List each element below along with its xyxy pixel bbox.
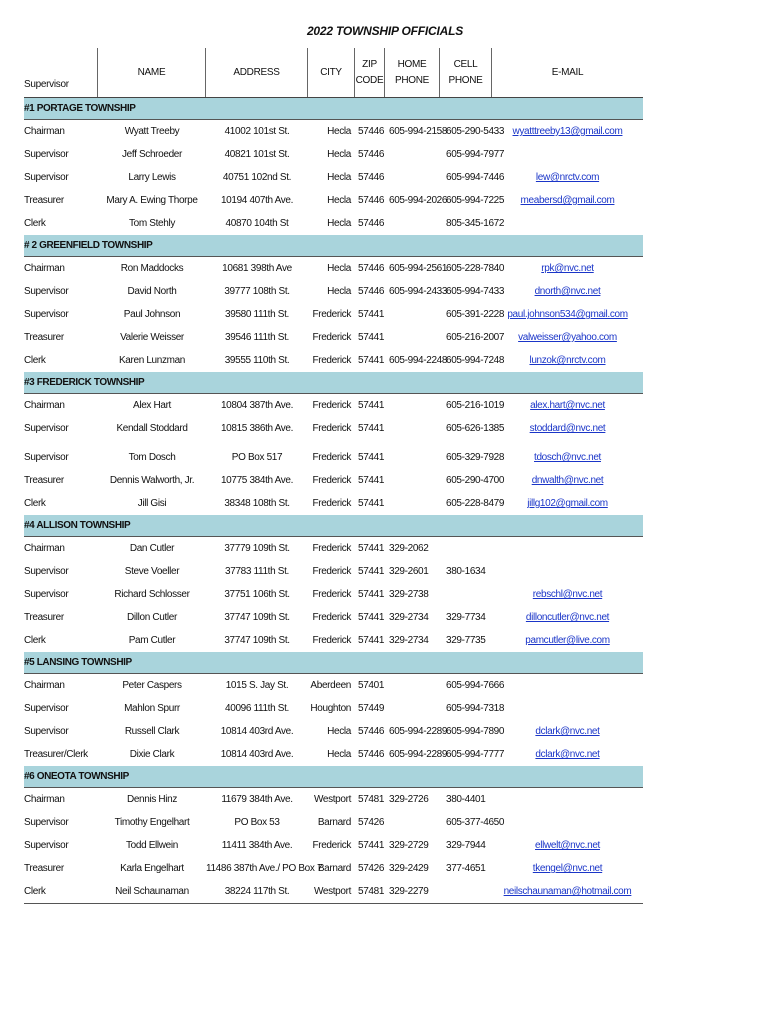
zip-cell: 57441 bbox=[358, 423, 385, 434]
table-row bbox=[24, 417, 643, 440]
name-cell: Tom Stehly bbox=[129, 218, 175, 229]
role-cell: Clerk bbox=[24, 635, 46, 646]
zip-cell: 57446 bbox=[358, 218, 385, 229]
address-cell: 10194 407th Ave. bbox=[220, 195, 294, 206]
zip-cell: 57426 bbox=[358, 817, 385, 828]
address-cell: 10815 386th Ave. bbox=[220, 423, 294, 434]
email-cell bbox=[492, 355, 643, 366]
cell-phone-cell: 605-329-7928 bbox=[446, 452, 505, 463]
zip-cell: 57441 bbox=[358, 452, 385, 463]
zip-cell: 57441 bbox=[358, 566, 385, 577]
email-link[interactable]: dclark@nvc.net bbox=[535, 726, 600, 737]
zip-cell: 57441 bbox=[358, 840, 385, 851]
name-cell: Kendall Stoddard bbox=[116, 423, 188, 434]
cell-phone-cell: 605-994-7666 bbox=[446, 680, 505, 691]
cell-phone-cell: 605-228-8479 bbox=[446, 498, 505, 509]
email-link[interactable]: valweisser@yahoo.com bbox=[518, 332, 617, 343]
city-cell: Frederick bbox=[312, 423, 351, 434]
city-cell: Frederick bbox=[312, 452, 351, 463]
city-cell: Barnard bbox=[317, 863, 351, 874]
role-cell: Clerk bbox=[24, 886, 46, 897]
city-cell: Hecla bbox=[327, 263, 351, 274]
table-row bbox=[24, 560, 643, 583]
email-link[interactable]: alex.hart@nvc.net bbox=[530, 400, 605, 411]
address-cell: 39777 108th St. bbox=[224, 286, 290, 297]
city-cell: Hecla bbox=[327, 218, 351, 229]
table-row bbox=[24, 143, 643, 166]
zip-cell: 57441 bbox=[358, 400, 385, 411]
email-link[interactable]: rebschl@nvc.net bbox=[532, 589, 603, 600]
city-cell: Houghton bbox=[310, 703, 351, 714]
email-cell bbox=[492, 863, 643, 874]
city-cell: Frederick bbox=[312, 543, 351, 554]
table-row bbox=[24, 743, 643, 766]
header-city: CITY bbox=[308, 48, 355, 97]
email-link[interactable]: rpk@nvc.net bbox=[541, 263, 594, 274]
role-cell: Supervisor bbox=[24, 726, 69, 737]
home-phone-cell: 329-2726 bbox=[389, 794, 429, 805]
city-cell: Hecla bbox=[327, 149, 351, 160]
header-address: ADDRESS bbox=[206, 48, 308, 97]
table-row bbox=[24, 166, 643, 189]
email-cell bbox=[492, 172, 643, 183]
table-row bbox=[24, 303, 643, 326]
address-cell: 1015 S. Jay St. bbox=[225, 680, 289, 691]
cell-phone-cell: 605-391-2228 bbox=[446, 309, 505, 320]
home-phone-cell: 605-994-2289 bbox=[389, 726, 448, 737]
home-phone-cell: 329-2601 bbox=[389, 566, 429, 577]
cell-phone-cell: 329-7944 bbox=[446, 840, 486, 851]
table-row bbox=[24, 537, 643, 560]
zip-cell: 57441 bbox=[358, 332, 385, 343]
zip-cell: 57441 bbox=[358, 543, 385, 554]
email-link[interactable]: wyatttreeby13@gmail.com bbox=[512, 126, 623, 137]
email-cell bbox=[492, 452, 643, 463]
name-cell: Wyatt Treeby bbox=[124, 126, 180, 137]
name-cell: Dixie Clark bbox=[129, 749, 175, 760]
cell-phone-cell: 329-7735 bbox=[446, 635, 486, 646]
header-supervisor: Supervisor bbox=[24, 48, 98, 97]
email-link[interactable]: dnorth@nvc.net bbox=[534, 286, 601, 297]
table-header bbox=[24, 48, 643, 98]
email-link[interactable]: meabersd@gmail.com bbox=[520, 195, 615, 206]
role-cell: Supervisor bbox=[24, 286, 69, 297]
city-cell: Frederick bbox=[312, 332, 351, 343]
address-cell: 11679 384th Ave. bbox=[221, 794, 293, 805]
email-cell bbox=[492, 886, 643, 897]
role-cell: Chairman bbox=[24, 680, 65, 691]
cell-phone-cell: 605-994-7318 bbox=[446, 703, 505, 714]
email-link[interactable]: lew@nrctv.com bbox=[535, 172, 600, 183]
zip-cell: 57446 bbox=[358, 726, 385, 737]
zip-cell: 57446 bbox=[358, 749, 385, 760]
name-cell: David North bbox=[127, 286, 177, 297]
officials-table bbox=[24, 48, 643, 904]
role-cell: Chairman bbox=[24, 263, 65, 274]
city-cell: Aberdeen bbox=[310, 680, 351, 691]
table-row bbox=[24, 469, 643, 492]
cell-phone-cell: 605-216-1019 bbox=[446, 400, 505, 411]
zip-cell: 57446 bbox=[358, 195, 385, 206]
name-cell: Russell Clark bbox=[124, 726, 180, 737]
zip-cell: 57401 bbox=[358, 680, 385, 691]
email-cell bbox=[492, 332, 643, 343]
name-cell: Larry Lewis bbox=[128, 172, 176, 183]
email-cell bbox=[492, 589, 643, 600]
name-cell: Timothy Engelhart bbox=[114, 817, 190, 828]
city-cell: Frederick bbox=[312, 635, 351, 646]
home-phone-cell: 605-994-2248 bbox=[389, 355, 448, 366]
email-link[interactable]: lunzok@nrctv.com bbox=[529, 355, 606, 366]
role-cell: Clerk bbox=[24, 355, 46, 366]
cell-phone-cell: 805-345-1672 bbox=[446, 218, 505, 229]
role-cell: Clerk bbox=[24, 218, 46, 229]
email-cell bbox=[492, 612, 643, 623]
city-cell: Hecla bbox=[327, 286, 351, 297]
name-cell: Jeff Schroeder bbox=[122, 149, 182, 160]
zip-cell: 57446 bbox=[358, 286, 385, 297]
home-phone-cell: 605-994-2026 bbox=[389, 195, 448, 206]
table-row bbox=[24, 720, 643, 743]
zip-cell: 57441 bbox=[358, 589, 385, 600]
township-heading: #6 ONEOTA TOWNSHIP bbox=[24, 766, 643, 788]
name-cell: Neil Schaunaman bbox=[115, 886, 189, 897]
cell-phone-cell: 605-994-7890 bbox=[446, 726, 505, 737]
township-heading: #1 PORTAGE TOWNSHIP bbox=[24, 98, 643, 120]
table-row bbox=[24, 212, 643, 235]
address-cell: 40096 111th St. bbox=[225, 703, 289, 714]
table-row bbox=[24, 788, 643, 811]
name-cell: Tom Dosch bbox=[128, 452, 176, 463]
email-cell bbox=[492, 726, 643, 737]
township-heading: #3 FREDERICK TOWNSHIP bbox=[24, 372, 643, 394]
email-cell bbox=[492, 635, 643, 646]
home-phone-cell: 329-2738 bbox=[389, 589, 429, 600]
address-cell: 40870 104th St bbox=[225, 218, 289, 229]
home-phone-cell: 605-994-2158 bbox=[389, 126, 448, 137]
email-link[interactable]: tdosch@nvc.net bbox=[534, 452, 601, 463]
address-cell: 10775 384th Ave. bbox=[220, 475, 294, 486]
name-cell: Alex Hart bbox=[133, 400, 171, 411]
city-cell: Frederick bbox=[312, 840, 351, 851]
cell-phone-cell: 380-1634 bbox=[446, 566, 486, 577]
zip-cell: 57426 bbox=[358, 863, 385, 874]
township-heading: #5 LANSING TOWNSHIP bbox=[24, 652, 643, 674]
name-cell: Valerie Weisser bbox=[120, 332, 184, 343]
address-cell: 41002 101st St. bbox=[224, 126, 290, 137]
address-cell: 10804 387th Ave. bbox=[220, 400, 294, 411]
header-cell-phone: CELL PHONE bbox=[440, 48, 492, 97]
email-link[interactable]: dilloncutler@nvc.net bbox=[525, 612, 610, 623]
zip-cell: 57481 bbox=[358, 794, 385, 805]
name-cell: Richard Schlosser bbox=[114, 589, 190, 600]
table-row bbox=[24, 492, 643, 515]
name-cell: Dan Cutler bbox=[129, 543, 175, 554]
city-cell: Westport bbox=[313, 794, 351, 805]
home-phone-cell: 329-2734 bbox=[389, 612, 429, 623]
zip-cell: 57449 bbox=[358, 703, 385, 714]
address-cell: 38348 108th St. bbox=[224, 498, 290, 509]
role-cell: Supervisor bbox=[24, 566, 69, 577]
email-cell bbox=[492, 195, 643, 206]
role-cell: Supervisor bbox=[24, 452, 69, 463]
table-row bbox=[24, 811, 643, 834]
email-cell bbox=[492, 263, 643, 274]
email-cell bbox=[492, 475, 643, 486]
cell-phone-cell: 605-994-7977 bbox=[446, 149, 505, 160]
name-cell: Karla Engelhart bbox=[120, 863, 184, 874]
home-phone-cell: 605-994-2561 bbox=[389, 263, 448, 274]
role-cell: Supervisor bbox=[24, 149, 69, 160]
table-row bbox=[24, 697, 643, 720]
city-cell: Barnard bbox=[317, 817, 351, 828]
header-name: NAME bbox=[98, 48, 206, 97]
address-cell: 11411 384th Ave. bbox=[221, 840, 293, 851]
role-cell: Treasurer/Clerk bbox=[24, 749, 88, 760]
cell-phone-cell: 605-290-5433 bbox=[446, 126, 505, 137]
cell-phone-cell: 605-216-2007 bbox=[446, 332, 505, 343]
email-cell bbox=[492, 423, 643, 434]
address-cell: PO Box 517 bbox=[231, 452, 283, 463]
city-cell: Hecla bbox=[327, 195, 351, 206]
table-row bbox=[24, 349, 643, 372]
city-cell: Frederick bbox=[312, 475, 351, 486]
table-bottom-rule bbox=[24, 903, 643, 904]
email-cell bbox=[492, 840, 643, 851]
cell-phone-cell: 605-290-4700 bbox=[446, 475, 505, 486]
address-cell: 37747 109th St. bbox=[224, 635, 290, 646]
table-row bbox=[24, 857, 643, 880]
email-link[interactable]: dnwalth@nvc.net bbox=[531, 475, 604, 486]
zip-cell: 57441 bbox=[358, 309, 385, 320]
zip-cell: 57481 bbox=[358, 886, 385, 897]
email-link[interactable]: pamcutler@live.com bbox=[525, 635, 610, 646]
zip-cell: 57441 bbox=[358, 475, 385, 486]
table-row bbox=[24, 326, 643, 349]
home-phone-cell: 605-994-2433 bbox=[389, 286, 448, 297]
email-link[interactable]: stoddard@nvc.net bbox=[529, 423, 606, 434]
email-cell bbox=[492, 309, 643, 320]
city-cell: Frederick bbox=[312, 498, 351, 509]
table-row bbox=[24, 280, 643, 303]
role-cell: Chairman bbox=[24, 126, 65, 137]
zip-cell: 57441 bbox=[358, 635, 385, 646]
zip-cell: 57446 bbox=[358, 149, 385, 160]
home-phone-cell: 329-2729 bbox=[389, 840, 429, 851]
address-cell: 38224 117th St. bbox=[224, 886, 290, 897]
home-phone-cell: 329-2734 bbox=[389, 635, 429, 646]
email-cell bbox=[492, 126, 643, 137]
email-cell bbox=[492, 498, 643, 509]
name-cell: Karen Lunzman bbox=[118, 355, 186, 366]
city-cell: Hecla bbox=[327, 172, 351, 183]
cell-phone-cell: 605-994-7225 bbox=[446, 195, 505, 206]
name-cell: Ron Maddocks bbox=[120, 263, 184, 274]
name-cell: Mahlon Spurr bbox=[124, 703, 180, 714]
table-row bbox=[24, 834, 643, 857]
table-row bbox=[24, 674, 643, 697]
email-cell bbox=[492, 749, 643, 760]
table-row bbox=[24, 189, 643, 212]
name-cell: Dennis Walworth, Jr. bbox=[109, 475, 195, 486]
home-phone-cell: 605-994-2289 bbox=[389, 749, 448, 760]
cell-phone-cell: 329-7734 bbox=[446, 612, 486, 623]
address-cell: 40821 101st St. bbox=[224, 149, 290, 160]
email-link[interactable]: paul.johnson534@gmail.com bbox=[507, 309, 628, 320]
name-cell: Steve Voeller bbox=[124, 566, 180, 577]
table-row bbox=[24, 606, 643, 629]
table-row bbox=[24, 583, 643, 606]
name-cell: Peter Caspers bbox=[122, 680, 182, 691]
email-link[interactable]: neilschaunaman@hotmail.com bbox=[503, 886, 632, 897]
table-row bbox=[24, 446, 643, 469]
zip-cell: 57441 bbox=[358, 355, 385, 366]
city-cell: Frederick bbox=[312, 589, 351, 600]
address-cell: 10814 403rd Ave. bbox=[220, 749, 294, 760]
cell-phone-cell: 605-994-7777 bbox=[446, 749, 505, 760]
role-cell: Supervisor bbox=[24, 703, 69, 714]
city-cell: Hecla bbox=[327, 726, 351, 737]
address-cell: 37783 111th St. bbox=[225, 566, 289, 577]
home-phone-cell: 329-2279 bbox=[389, 886, 429, 897]
table-row bbox=[24, 394, 643, 417]
role-cell: Clerk bbox=[24, 498, 46, 509]
township-heading: # 2 GREENFIELD TOWNSHIP bbox=[24, 235, 643, 257]
address-cell: 39580 111th St. bbox=[225, 309, 289, 320]
city-cell: Frederick bbox=[312, 355, 351, 366]
address-cell: 10681 398th Ave bbox=[222, 263, 292, 274]
header-zip-code: ZIP CODE bbox=[355, 48, 385, 97]
cell-phone-cell: 380-4401 bbox=[446, 794, 486, 805]
table-row bbox=[24, 257, 643, 280]
city-cell: Westport bbox=[313, 886, 351, 897]
address-cell: 37747 109th St. bbox=[224, 612, 290, 623]
header-email: E-MAIL bbox=[551, 66, 584, 78]
zip-cell: 57441 bbox=[358, 612, 385, 623]
role-cell: Chairman bbox=[24, 400, 65, 411]
city-cell: Hecla bbox=[327, 126, 351, 137]
role-cell: Supervisor bbox=[24, 840, 69, 851]
home-phone-cell: 329-2429 bbox=[389, 863, 429, 874]
cell-phone-cell: 377-4651 bbox=[446, 863, 486, 874]
home-phone-cell: 329-2062 bbox=[389, 543, 429, 554]
city-cell: Hecla bbox=[327, 749, 351, 760]
city-cell: Frederick bbox=[312, 612, 351, 623]
address-cell: 10814 403rd Ave. bbox=[220, 726, 294, 737]
zip-cell: 57446 bbox=[358, 172, 385, 183]
cell-phone-cell: 605-994-7248 bbox=[446, 355, 505, 366]
city-cell: Frederick bbox=[312, 309, 351, 320]
name-cell: Paul Johnson bbox=[123, 309, 181, 320]
cell-phone-cell: 605-626-1385 bbox=[446, 423, 505, 434]
role-cell: Chairman bbox=[24, 794, 65, 805]
city-cell: Frederick bbox=[312, 400, 351, 411]
address-cell: PO Box 53 bbox=[234, 817, 280, 828]
city-cell: Frederick bbox=[312, 566, 351, 577]
zip-cell: 57446 bbox=[358, 263, 385, 274]
role-cell: Treasurer bbox=[24, 195, 64, 206]
role-cell: Chairman bbox=[24, 543, 65, 554]
name-cell: Dennis Hinz bbox=[126, 794, 178, 805]
address-cell: 11486 387th Ave./ PO Box 7 bbox=[206, 863, 323, 874]
address-cell: 39546 111th St. bbox=[225, 332, 289, 343]
cell-phone-cell: 605-994-7433 bbox=[446, 286, 505, 297]
table-body bbox=[24, 98, 643, 903]
email-cell bbox=[492, 286, 643, 297]
role-cell: Supervisor bbox=[24, 589, 69, 600]
name-cell: Todd Ellwein bbox=[126, 840, 178, 851]
email-link[interactable]: jillg102@gmail.com bbox=[527, 498, 608, 509]
table-row bbox=[24, 120, 643, 143]
header-home-phone: HOME PHONE bbox=[385, 48, 440, 97]
cell-phone-cell: 605-994-7446 bbox=[446, 172, 505, 183]
name-cell: Jill Gisi bbox=[137, 498, 167, 509]
role-cell: Supervisor bbox=[24, 423, 69, 434]
role-cell: Treasurer bbox=[24, 612, 64, 623]
name-cell: Pam Cutler bbox=[128, 635, 176, 646]
address-cell: 37751 106th St. bbox=[224, 589, 290, 600]
role-cell: Supervisor bbox=[24, 309, 69, 320]
table-row bbox=[24, 880, 643, 903]
name-cell: Dillon Cutler bbox=[127, 612, 177, 623]
address-cell: 39555 110th St. bbox=[224, 355, 290, 366]
cell-phone-cell: 605-228-7840 bbox=[446, 263, 505, 274]
township-heading: #4 ALLISON TOWNSHIP bbox=[24, 515, 643, 537]
email-link[interactable]: ellwelt@nvc.net bbox=[535, 840, 600, 851]
address-cell: 37779 109th St. bbox=[224, 543, 290, 554]
email-link[interactable]: tkengel@nvc.net bbox=[532, 863, 603, 874]
page-title: 2022 TOWNSHIP OFFICIALS bbox=[306, 24, 464, 38]
role-cell: Supervisor bbox=[24, 172, 69, 183]
address-cell: 40751 102nd St. bbox=[222, 172, 292, 183]
role-cell: Treasurer bbox=[24, 332, 64, 343]
email-link[interactable]: dclark@nvc.net bbox=[535, 749, 600, 760]
role-cell: Treasurer bbox=[24, 863, 64, 874]
email-cell bbox=[492, 400, 643, 411]
name-cell: Mary A. Ewing Thorpe bbox=[106, 195, 198, 206]
zip-cell: 57441 bbox=[358, 498, 385, 509]
table-row bbox=[24, 629, 643, 652]
cell-phone-cell: 605-377-4650 bbox=[446, 817, 505, 828]
role-cell: Treasurer bbox=[24, 475, 64, 486]
role-cell: Supervisor bbox=[24, 817, 69, 828]
zip-cell: 57446 bbox=[358, 126, 385, 137]
